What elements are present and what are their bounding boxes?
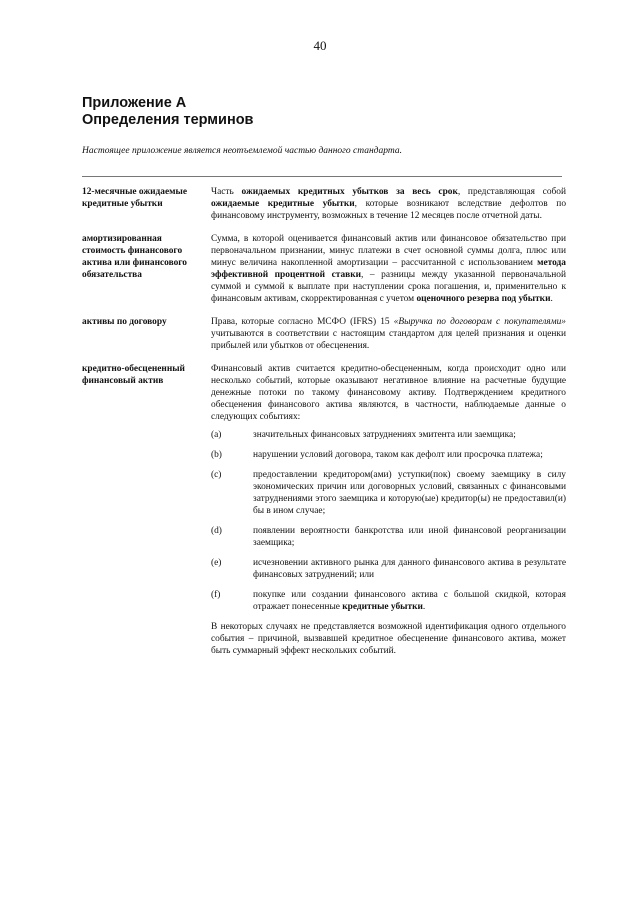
closing-paragraph: В некоторых случаях не представляется возможной идентификация одного отдельного события – причиной, вызвавшей кредитное обесценение финансового актива, может быть суммарный эффект нескольких событий. (211, 622, 566, 656)
event-list (211, 429, 566, 613)
list-item-text: покупке или создании финансового актива с большой скидкой, которая отражает понесенные кредитные убытки. (253, 590, 566, 612)
definition-entry (82, 186, 567, 222)
list-item-text: нарушении условий договора, таком как дефолт или просрочка платежа; (253, 450, 543, 460)
definition-text: Права, которые согласно МСФО (IFRS) 15 «Выручка по договорам с покупателями» учитываются в соответствии с настоящим стандартом для целей признания и оценки прибылей или убытков от обесценения. (211, 317, 566, 351)
appendix-heading (82, 95, 253, 129)
definition-text: Финансовый актив считается кредитно-обесцененным, когда происходит одно или несколько событий, которые оказывают негативное влияние на расчетные будущие денежные потоки по такому финансовому активу. Подтверждением кредитного обесценения финансового актива являются, в частности, наблюдаемые данные о следующих событиях: (a) значительных финансовых затруднениях эмитента или заемщика; (b) нарушении условий договора, таком как дефолт или просрочка платежа; (c) предоставлении кредитором(ами) уступки(пок) своему заемщику в силу экономических причин или договорных условий, связанных с финансовыми затруднениями этого заемщика и которую(ые) кредитор(ы) не предоставил(и) бы в ином случае; (d) появлении вероятности банкротства или иной финансовой реорганизации заемщика; (e) исчезновении активного рынка для данного финансового актива в результате финансовых затруднений; или (f) покупке или создании финансового актива с большой скидкой, которая отражает понесенные кредитные убытки. В некоторых случаях не представляется возможной идентификация одного отдельного события – причиной, вызвавшей кредитное обесценение финансового актива, может быть суммарный эффект нескольких событий. (211, 364, 566, 656)
list-item-text: значительных финансовых затруднениях эмитента или заемщика; (253, 430, 516, 440)
appendix-title: Приложение А (82, 95, 187, 111)
intro-note: Настоящее приложение является неотъемлемой частью данного стандарта. (82, 146, 402, 156)
list-item-label: (e) (211, 558, 222, 568)
definition-term: кредитно-обесцененный финансовый актив (82, 364, 185, 386)
appendix-subtitle: Определения терминов (82, 112, 254, 128)
definition-term: амортизированная стоимость финансового актива или финансового обязательства (82, 234, 187, 280)
page-number: 40 (313, 38, 327, 53)
definition-entry (82, 316, 566, 352)
list-item (211, 449, 566, 461)
definition-term: 12-месячные ожидаемые кредитные убытки (82, 187, 188, 209)
list-item-text: появлении вероятности банкротства или иной финансовой реорганизации заемщика; (253, 526, 566, 548)
list-item-label: (b) (211, 450, 222, 460)
list-item-text: исчезновении активного рынка для данного финансового актива в результате финансовых затруднений; или (253, 558, 566, 580)
definition-entry (82, 233, 566, 305)
list-item (211, 525, 566, 549)
list-item-label: (c) (211, 470, 222, 480)
list-item (211, 429, 566, 441)
list-item-label: (f) (211, 590, 221, 600)
definition-text: Сумма, в которой оценивается финансовый актив или финансовое обязательство при первоначальном признании, минус платежи в счет основной суммы долга, плюс или минус величина накопленной амортизации – рассчитанной с использованием метода эффективной процентной ставки, – разницы между указанной первоначальной суммой и суммой к выплате при наступлении срока погашения, и, применительно к финансовым активам, скорректированная с учетом оценочного резерва под убытки. (211, 234, 566, 304)
definition-term: активы по договору (82, 317, 167, 327)
divider (82, 176, 562, 177)
list-item (211, 557, 566, 581)
list-item-label: (d) (211, 526, 222, 536)
list-item (211, 589, 566, 613)
list-item-label: (a) (211, 430, 222, 440)
definition-text: Часть ожидаемых кредитных убытков за весь срок, представляющая собой ожидаемые кредитные убытки, которые возникают вследствие дефолтов по финансовому инструменту, возможных в течение 12 месяцев после отчетной даты. (211, 187, 567, 221)
definition-entry (82, 363, 566, 657)
definitions-list (82, 186, 567, 668)
list-item (211, 469, 566, 517)
list-item-text: предоставлении кредитором(ами) уступки(пок) своему заемщику в силу экономических причин или договорных условий, связанных с финансовыми затруднениями этого заемщика и которую(ые) кредитор(ы) не предоставил(и) бы в ином случае; (253, 470, 566, 516)
